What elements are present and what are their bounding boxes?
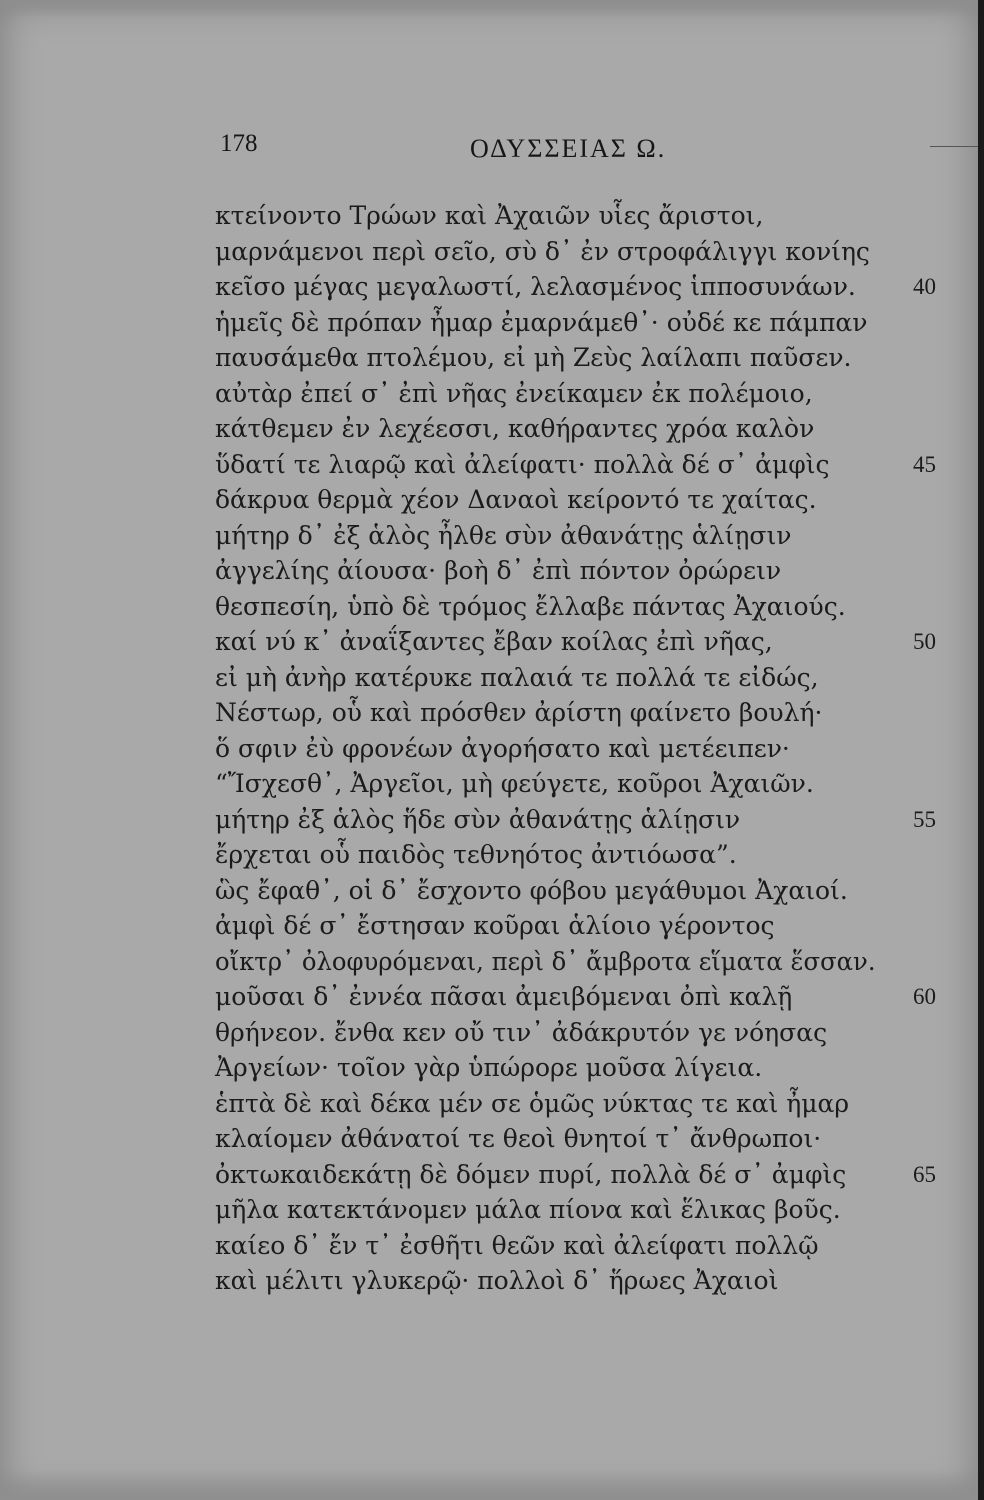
- verse-text: οἴκτρ᾽ ὀλοφυρόμεναι, περὶ δ᾽ ἄμβροτα εἵματα ἕσσαν.: [215, 946, 876, 976]
- verse-line: [0, 873, 978, 909]
- verse-text: κάτθεμεν ἐν λεχέεσσι, καθήραντες χρόα καλὸν: [215, 414, 815, 443]
- verse-line: [0, 482, 978, 518]
- verse-text: μῆλα κατεκτάνομεν μάλα πίονα καὶ ἕλικας βοῦς.: [215, 1195, 841, 1224]
- page-top-edge: [0, 0, 978, 18]
- header-rule: [930, 146, 978, 147]
- verse-text: κεῖσο μέγας μεγαλωστί, λελασμένος ἱπποσυνάων.: [215, 272, 856, 301]
- verse-line: [0, 979, 978, 1015]
- verse-text: εἰ μὴ ἀνὴρ κατέρυκε παλαιά τε πολλά τε εἰδώς,: [215, 662, 819, 692]
- verse-line: [0, 1121, 978, 1157]
- verse-line: [0, 376, 978, 412]
- line-number: 50: [913, 629, 936, 654]
- verse-line: [0, 908, 978, 944]
- verse-text: παυσάμεθα πτολέμου, εἰ μὴ Ζεὺς λαίλαπι παῦσεν.: [215, 343, 852, 372]
- verse-line: [0, 660, 978, 696]
- running-title: ΟΔΥΣΣΕΙΑΣ Ω.: [470, 134, 667, 163]
- verse-text: ὕδατί τε λιαρῷ καὶ ἀλείφατι· πολλὰ δέ σ᾽ ἀμφὶς: [215, 449, 830, 479]
- verse-line: [0, 944, 978, 980]
- page-bottom-edge: [0, 1470, 978, 1500]
- verse-line: [0, 695, 978, 731]
- verse-line: [0, 1050, 978, 1086]
- verse-text: ἡμεῖς δὲ πρόπαν ἦμαρ ἐμαρνάμεθ᾽· οὐδέ κε πάμπαν: [215, 307, 868, 337]
- line-number: 60: [913, 984, 936, 1009]
- verse-text: μήτηρ ἐξ ἁλὸς ἥδε σὺν ἀθανάτῃς ἁλίῃσιν: [215, 804, 741, 834]
- verse-text: ἀγγελίης ἀίουσα· βοὴ δ᾽ ἐπὶ πόντον ὀρώρειν: [215, 556, 782, 585]
- verse-line: [0, 447, 978, 483]
- line-number: 55: [913, 806, 936, 832]
- line-number: 65: [913, 1161, 936, 1187]
- verse-line: [0, 305, 978, 341]
- verse-line: [0, 411, 978, 447]
- verse-text: αὐτὰρ ἐπεί σ᾽ ἐπὶ νῆας ἐνείκαμεν ἐκ πολέμοιο,: [215, 378, 813, 408]
- verse-text: μαρνάμενοι περὶ σεῖο, σὺ δ᾽ ἐν στροφάλιγγι κονίης: [215, 236, 870, 266]
- verse-text: καί νύ κ᾽ ἀναΐξαντες ἔβαν κοίλας ἐπὶ νῆας,: [215, 627, 773, 656]
- verse-line: [0, 553, 978, 589]
- verse-text: Ἀργείων· τοῖον γὰρ ὑπώρορε μοῦσα λίγεια.: [215, 1053, 763, 1082]
- line-number: 45: [913, 451, 936, 477]
- verse-line: [0, 1263, 978, 1299]
- verse-line: [0, 766, 978, 802]
- verse-text: ἀμφὶ δέ σ᾽ ἔστησαν κοῦραι ἁλίοιο γέροντος: [215, 911, 775, 940]
- verse-text: μοῦσαι δ᾽ ἐννέα πᾶσαι ἀμειβόμεναι ὀπὶ καλῇ: [215, 982, 793, 1011]
- page-header: [0, 130, 978, 170]
- verse-text: “Ἴσχεσθ᾽, Ἀργεῖοι, μὴ φεύγετε, κοῦροι Ἀχαιῶν.: [215, 769, 814, 798]
- verse-line: [0, 1192, 978, 1228]
- verse-text: καίεο δ᾽ ἔν τ᾽ ἐσθῆτι θεῶν καὶ ἀλείφατι πολλῷ: [215, 1230, 819, 1260]
- verse-block: [0, 198, 978, 1299]
- verse-line: [0, 589, 978, 625]
- verse-line: [0, 731, 978, 767]
- verse-text: κτείνοντο Τρώων καὶ Ἀχαιῶν υἷες ἄριστοι,: [215, 201, 764, 230]
- verse-text: θρήνεον. ἔνθα κεν οὔ τιν᾽ ἀδάκρυτόν γε νόησας: [215, 1017, 828, 1047]
- verse-line: [0, 340, 978, 376]
- verse-text: ὅ σφιν ἐὺ φρονέων ἀγορήσατο καὶ μετέειπεν·: [215, 733, 790, 763]
- verse-text: ὣς ἔφαθ᾽, οἱ δ᾽ ἔσχοντο φόβου μεγάθυμοι Ἀχαιοί.: [215, 875, 848, 905]
- verse-line: [0, 518, 978, 554]
- verse-text: μήτηρ δ᾽ ἐξ ἁλὸς ἦλθε σὺν ἀθανάτῃς ἁλίῃσιν: [215, 520, 792, 550]
- line-number: 40: [913, 274, 936, 299]
- page-number: 178: [220, 130, 258, 157]
- verse-text: ἑπτὰ δὲ καὶ δέκα μέν σε ὁμῶς νύκτας τε καὶ ἦμαρ: [215, 1088, 850, 1118]
- verse-text: Νέστωρ, οὗ καὶ πρόσθεν ἀρίστη φαίνετο βουλή·: [215, 698, 823, 727]
- verse-text: κλαίομεν ἀθάνατοί τε θεοὶ θνητοί τ᾽ ἄνθρωποι·: [215, 1124, 822, 1153]
- verse-text: ὀκτωκαιδεκάτῃ δὲ δόμεν πυρί, πολλὰ δέ σ᾽ ἀμφὶς: [215, 1159, 847, 1189]
- verse-line: [0, 802, 978, 838]
- verse-line: [0, 1157, 978, 1193]
- verse-line: [0, 1228, 978, 1264]
- verse-text: καὶ μέλιτι γλυκερῷ· πολλοὶ δ᾽ ἥρωες Ἀχαιοὶ: [215, 1266, 779, 1295]
- verse-line: [0, 234, 978, 270]
- verse-line: [0, 624, 978, 660]
- verse-text: δάκρυα θερμὰ χέον Δαναοὶ κείροντό τε χαίτας.: [215, 485, 817, 514]
- verse-line: [0, 198, 978, 234]
- verse-line: [0, 269, 978, 305]
- verse-text: ἔρχεται οὗ παιδὸς τεθνηότος ἀντιόωσα”.: [215, 840, 737, 869]
- verse-line: [0, 1015, 978, 1051]
- verse-text: θεσπεσίη, ὑπὸ δὲ τρόμος ἔλλαβε πάντας Ἀχαιούς.: [215, 591, 846, 621]
- verse-line: [0, 1086, 978, 1122]
- verse-line: [0, 837, 978, 873]
